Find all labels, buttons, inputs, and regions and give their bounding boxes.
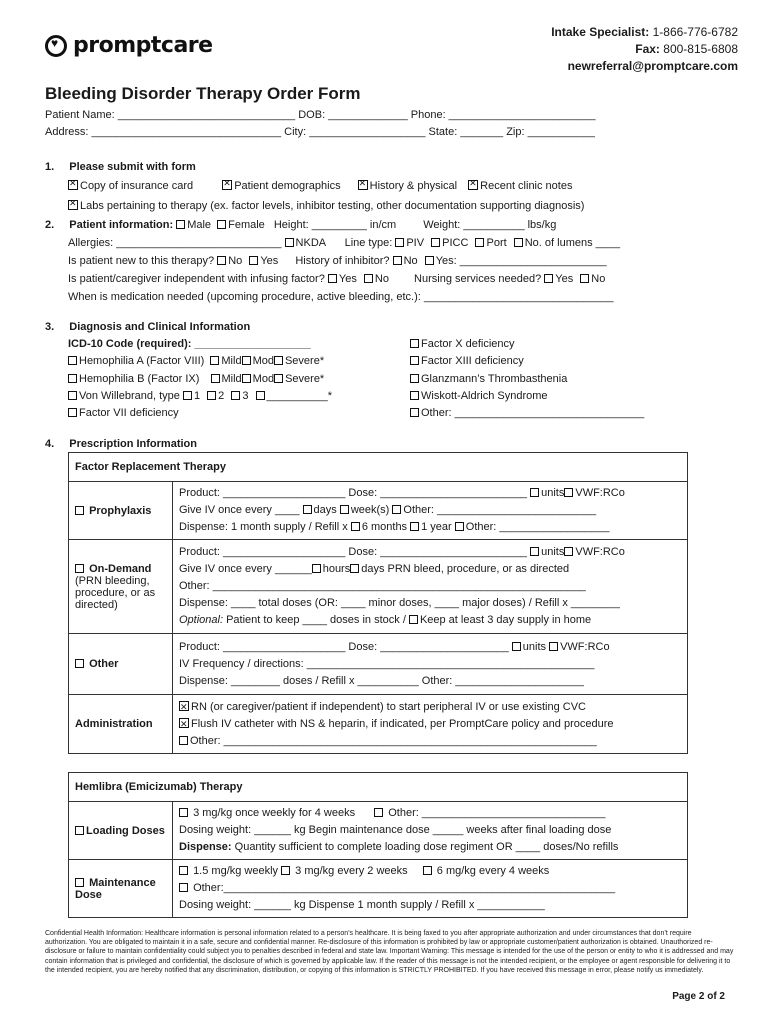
checkbox[interactable]: [409, 615, 418, 624]
checkbox[interactable]: [179, 736, 188, 745]
diagnosis-other-field[interactable]: Other: _______________________________: [421, 407, 645, 419]
checkbox[interactable]: [75, 826, 84, 835]
logo-text: promptcare: [73, 33, 213, 58]
checkbox[interactable]: [274, 356, 283, 365]
vwf-label: VWF:RCo: [560, 640, 610, 653]
dispense-field[interactable]: Dispense: ________ doses / Refill x __________ Other: _____________________: [179, 674, 584, 687]
loading-other-field[interactable]: Other: ______________________________: [388, 807, 606, 819]
glanzmann-label: Glanzmann’s Thrombasthenia: [421, 373, 568, 385]
optional-label: Optional:: [179, 614, 224, 626]
checkbox[interactable]: [530, 488, 539, 497]
checkbox[interactable]: [210, 356, 219, 365]
checkbox[interactable]: [242, 356, 251, 365]
frequency-field[interactable]: Give IV once every ______: [179, 563, 312, 575]
section-3-number: 3.: [45, 321, 55, 333]
iv-frequency-field[interactable]: IV Frequency / directions: _______________________________________________: [179, 657, 595, 670]
section-2-row-1: [45, 219, 556, 231]
units-label: units: [541, 487, 565, 499]
checkbox[interactable]: [564, 547, 573, 556]
section-2-number: 2.: [45, 219, 55, 231]
other-therapy-details: [173, 634, 688, 695]
rn-start-iv-label: RN (or caregiver/patient if independent) to start peripheral IV or use existing CVC: [191, 700, 586, 713]
hemophilia-b-row: [68, 373, 324, 385]
checkbox[interactable]: [179, 883, 188, 892]
checkbox[interactable]: [392, 505, 401, 514]
severe-label: Severe*: [285, 373, 325, 385]
checkbox[interactable]: [410, 374, 419, 383]
weekly-3mg-label: 3 mg/kg once weekly for 4 weeks: [193, 807, 356, 819]
prn-label: days PRN bleed, procedure, or as directed: [361, 563, 570, 575]
checkbox[interactable]: [68, 408, 77, 417]
section-1-header: [45, 161, 196, 173]
checkbox[interactable]: [242, 374, 251, 383]
form-title: Bleeding Disorder Therapy Order Form: [45, 84, 361, 103]
checkbox[interactable]: [350, 564, 359, 573]
section-1-items: [68, 180, 572, 192]
checkbox[interactable]: [217, 220, 226, 229]
lumens-field[interactable]: No. of lumens ____: [524, 237, 621, 249]
prophylaxis-label: Prophylaxis: [89, 504, 152, 517]
checkbox[interactable]: [75, 564, 84, 573]
every-4-weeks-label: 6 mg/kg every 4 weeks: [436, 865, 550, 877]
checkbox[interactable]: [364, 274, 373, 283]
checkbox[interactable]: [475, 238, 484, 247]
checkbox[interactable]: [179, 866, 188, 875]
hours-label: hours: [322, 563, 351, 575]
on-demand-sub-2: procedure, or as: [75, 586, 156, 599]
checkbox[interactable]: [514, 238, 523, 247]
von-willebrand-row: [68, 390, 332, 402]
page-number: Page 2 of 2: [672, 991, 725, 1002]
administration-other-field[interactable]: Other: _____________________________________________________________: [190, 734, 597, 747]
line-type-label: Line type:: [344, 237, 393, 249]
days-label: days: [313, 504, 337, 516]
section-2-row-2: [68, 237, 620, 249]
checkbox[interactable]: [249, 256, 258, 265]
checkbox[interactable]: [410, 408, 419, 417]
picc-label: PICC: [442, 237, 469, 249]
checkbox[interactable]: [393, 256, 402, 265]
yes-label: Yes: [338, 273, 357, 285]
checkbox[interactable]: [312, 564, 321, 573]
on-demand-label: On-Demand: [89, 562, 152, 575]
checkbox[interactable]: [303, 505, 312, 514]
vwf-label: VWF:RCo: [575, 546, 625, 558]
section-2-title: Patient information:: [69, 219, 174, 231]
other-therapy-cell: [69, 634, 173, 695]
section-4-title: Prescription Information: [69, 438, 197, 450]
yes-label: Yes: [555, 273, 574, 285]
item-history-physical: History & physical: [369, 180, 458, 192]
section-1-number: 1.: [45, 161, 55, 173]
glanzmann-row: [410, 373, 567, 385]
item-clinic-notes: Recent clinic notes: [480, 180, 573, 192]
checkbox[interactable]: [217, 256, 226, 265]
on-demand-sub-1: (PRN bleeding,: [75, 574, 150, 587]
patient-line-1[interactable]: Patient Name: _____________________________ DOB: _____________ Phone: ________________________: [45, 109, 596, 121]
checkbox[interactable]: [425, 256, 434, 265]
checkbox[interactable]: [395, 238, 404, 247]
checkbox[interactable]: [340, 505, 349, 514]
contact-block: [551, 24, 738, 75]
medication-needed-field[interactable]: When is medication needed (upcoming procedure, active bleeding, etc.): _______________________________: [68, 291, 614, 303]
administration-cell: Administration: [69, 695, 173, 754]
weeks-label: week(s): [350, 504, 390, 516]
administration-details: [173, 695, 688, 754]
product-dose-field[interactable]: Product: ____________________ Dose: _____________________: [179, 640, 509, 653]
maintenance-dose-details: [173, 860, 688, 918]
flush-iv-label: Flush IV catheter with NS & heparin, if indicated, per PromptCare policy and procedure: [191, 717, 614, 730]
factor-xiii-row: [410, 355, 524, 367]
checkbox[interactable]: [410, 391, 419, 400]
fax-number: 800-815-6808: [663, 42, 738, 56]
dose-label: Dose: [75, 888, 102, 901]
checkbox[interactable]: [410, 522, 419, 531]
weekly-1-5mg-label: 1.5 mg/kg weekly: [193, 865, 279, 877]
dispense-label: Dispense:: [179, 841, 232, 853]
dispense-label: Dispense: 1 month supply / Refill x: [179, 521, 348, 533]
on-demand-sub-3: directed): [75, 598, 118, 611]
maintenance-other-field[interactable]: Other:________________________________________________________________: [193, 882, 616, 894]
checkbox[interactable]: [256, 391, 265, 400]
section-2-row-4: [68, 273, 605, 285]
checkbox[interactable]: [75, 506, 84, 515]
fax-label: Fax:: [635, 42, 660, 56]
item-labs: Labs pertaining to therapy (ex. factor levels, inhibitor testing, other documentation supporting diagnosis): [80, 200, 585, 212]
von-willebrand-label: Von Willebrand, type: [79, 390, 180, 402]
von-willebrand-other-field[interactable]: __________*: [266, 390, 332, 402]
dosing-weight-field[interactable]: Dosing weight: ______ kg Begin maintenance dose _____ weeks after final loading dose: [179, 824, 612, 836]
hemlibra-table: [68, 772, 688, 918]
section-4-number: 4.: [45, 438, 55, 450]
loading-doses-cell: [69, 802, 173, 860]
checkbox[interactable]: [68, 356, 77, 365]
type-2-label: 2: [218, 390, 225, 402]
checked-box-icon[interactable]: [358, 180, 368, 190]
prophylaxis-details: [173, 482, 688, 540]
units-label: units: [541, 546, 565, 558]
checked-box-icon[interactable]: [68, 200, 78, 210]
three-day-supply-label: Keep at least 3 day supply in home: [419, 614, 592, 626]
vwf-label: VWF:RCo: [575, 487, 625, 499]
factor-replacement-title: Factor Replacement Therapy: [69, 453, 688, 482]
maintenance-dose-cell: [69, 860, 173, 918]
checkbox[interactable]: [431, 238, 440, 247]
male-label: Male: [187, 219, 212, 231]
frequency-field[interactable]: Give IV once every ____: [179, 504, 300, 516]
other-field[interactable]: Other: _____________________________________________________________: [179, 580, 586, 592]
loading-dispense-text: Quantity sufficient to complete loading dose regiment OR ____ doses/No refills: [234, 841, 619, 853]
one-year-label: 1 year: [421, 521, 452, 533]
mod-label: Mod: [252, 355, 274, 367]
nkda-label: NKDA: [295, 237, 326, 249]
mild-label: Mild: [221, 355, 242, 367]
weight-field[interactable]: Weight: __________ lbs/kg: [423, 219, 557, 231]
section-1-labs: [68, 200, 584, 212]
section-2-row-3: [68, 255, 607, 267]
intake-phone: 1-866-776-6782: [652, 25, 738, 39]
no-label: No: [591, 273, 606, 285]
heart-logo-icon: [45, 35, 67, 57]
yes-label: Yes: [260, 255, 279, 267]
other-field[interactable]: Other: __________________________: [403, 504, 597, 516]
inhibitor-yes-field[interactable]: Yes: ________________________: [435, 255, 607, 267]
confidentiality-notice: Confidential Health Information: Healthcare information is personal information related to a person’s healthcare. It is being faxed to you after appropriate authorization and under circumstances that don’t require authorization. You are obligated to maintain it in a safe, secure and confidential manner. Re-disclosure of this information is prohibited by law or appropriate customer/patient authorization is obtained. Unauthorized re-disclosure or failure to maintain confidentiality could subject you to penalties described in federal and state law. Important Warning: This message is intended for the use of the person or entity to who it is addressed and may contain information that is privileged and confidential, the disclosure of which is governed by applicable law. If the reader of this message is not the intended recipient, or the employee or agent responsible for delivering it to the intended recipient, you are hereby notified that any discrimination, distribution, or copying of this information is STRICTLY PROHIBITED. If you have received this message in error, please notify us immediately.: [45, 930, 734, 974]
wiskott-row: [410, 390, 548, 402]
icd-code-field[interactable]: ICD-10 Code (required): ___________________: [68, 338, 311, 350]
dispense-field[interactable]: Dispense: ____ total doses (OR: ____ minor doses, ____ major doses) / Refill x ________: [179, 597, 620, 609]
checkbox[interactable]: [211, 374, 220, 383]
item-demographics: Patient demographics: [234, 180, 341, 192]
factor-vii-row: [68, 407, 179, 419]
hemophilia-a-row: [68, 355, 324, 367]
hemophilia-b-label: Hemophilia B (Factor IX): [79, 373, 200, 385]
female-label: Female: [228, 219, 265, 231]
checkbox[interactable]: [68, 391, 77, 400]
checkbox[interactable]: [75, 659, 84, 668]
checkbox[interactable]: [207, 391, 216, 400]
keep-in-stock-field[interactable]: Patient to keep ____ doses in stock /: [226, 614, 406, 626]
checkbox[interactable]: [183, 391, 192, 400]
diagnosis-other-row: [410, 407, 644, 419]
checked-box-icon[interactable]: [179, 701, 189, 711]
maintenance-dosing-weight-field[interactable]: Dosing weight: ______ kg Dispense 1 month supply / Refill x ___________: [179, 899, 545, 911]
section-1-title: Please submit with form: [69, 161, 196, 173]
checkbox[interactable]: [281, 866, 290, 875]
checkbox[interactable]: [285, 238, 294, 247]
checkbox[interactable]: [68, 374, 77, 383]
wiskott-label: Wiskott-Aldrich Syndrome: [421, 390, 548, 402]
type-1-label: 1: [193, 390, 201, 402]
checkbox[interactable]: [410, 356, 419, 365]
mild-label: Mild: [221, 373, 242, 385]
contact-email: newreferral@promptcare.com: [567, 59, 738, 73]
section-3-title: Diagnosis and Clinical Information: [69, 321, 251, 333]
product-dose-field[interactable]: Product: ____________________ Dose: ________________________: [179, 546, 528, 558]
checkbox[interactable]: [179, 808, 188, 817]
severe-label: Severe*: [284, 355, 325, 367]
checkbox[interactable]: [75, 878, 84, 887]
checkbox[interactable]: [231, 391, 240, 400]
on-demand-details: [173, 540, 688, 634]
loading-doses-details: [173, 802, 688, 860]
checkbox[interactable]: [374, 808, 383, 817]
patient-line-2[interactable]: Address: _______________________________ City: ___________________ State: _______ Zip: ___________: [45, 126, 595, 138]
checkbox[interactable]: [423, 866, 432, 875]
on-demand-cell: [69, 540, 173, 634]
checked-box-icon[interactable]: [68, 180, 78, 190]
units-label: units: [522, 640, 547, 653]
product-dose-field[interactable]: Product: ____________________ Dose: ________________________: [179, 487, 528, 499]
independent-question: Is patient/caregiver independent with infusing factor?: [68, 273, 325, 285]
nursing-question: Nursing services needed?: [414, 273, 542, 285]
no-label: No: [403, 255, 418, 267]
checkbox[interactable]: [176, 220, 185, 229]
hemlibra-title: Hemlibra (Emicizumab) Therapy: [69, 773, 688, 802]
section-3-header: [45, 321, 250, 333]
intake-label: Intake Specialist:: [551, 25, 650, 39]
prophylaxis-cell: [69, 482, 173, 540]
checkbox[interactable]: [580, 274, 589, 283]
company-logo: [45, 33, 213, 58]
factor-vii-label: Factor VII deficiency: [79, 407, 179, 419]
factor-x-label: Factor X deficiency: [421, 338, 515, 350]
item-insurance-card: Copy of insurance card: [80, 180, 194, 192]
checkbox[interactable]: [544, 274, 553, 283]
checkbox[interactable]: [410, 339, 419, 348]
loading-doses-label: Loading Doses: [86, 824, 165, 837]
checkbox[interactable]: [328, 274, 337, 283]
factor-replacement-table: [68, 452, 688, 754]
allergies-field[interactable]: Allergies: ___________________________: [68, 237, 282, 249]
checked-box-icon[interactable]: [179, 718, 189, 728]
checkbox[interactable]: [549, 642, 558, 651]
checked-box-icon[interactable]: [468, 180, 478, 190]
other-field[interactable]: Other: __________________: [465, 521, 610, 533]
factor-x-row: [410, 338, 515, 350]
six-months-label: 6 months: [361, 521, 408, 533]
piv-label: PIV: [406, 237, 425, 249]
checkbox[interactable]: [530, 547, 539, 556]
no-label: No: [374, 273, 389, 285]
checked-box-icon[interactable]: [222, 180, 232, 190]
checkbox[interactable]: [274, 374, 283, 383]
no-label: No: [228, 255, 243, 267]
factor-xiii-label: Factor XIII deficiency: [421, 355, 524, 367]
maintenance-label: Maintenance: [89, 876, 156, 889]
type-3-label: 3: [242, 390, 249, 402]
new-therapy-question: Is patient new to this therapy?: [68, 255, 215, 267]
inhibitor-question: History of inhibitor?: [295, 255, 390, 267]
every-2-weeks-label: 3 mg/kg every 2 weeks: [295, 865, 408, 877]
section-4-header: [45, 438, 197, 450]
height-field[interactable]: Height: _________ in/cm: [273, 219, 397, 231]
mod-label: Mod: [252, 373, 275, 385]
other-therapy-label: Other: [89, 658, 119, 670]
checkbox[interactable]: [564, 488, 573, 497]
hemophilia-a-label: Hemophilia A (Factor VIII): [79, 355, 205, 367]
checkbox[interactable]: [512, 642, 521, 651]
checkbox[interactable]: [351, 522, 360, 531]
checkbox[interactable]: [455, 522, 464, 531]
port-label: Port: [486, 237, 507, 249]
